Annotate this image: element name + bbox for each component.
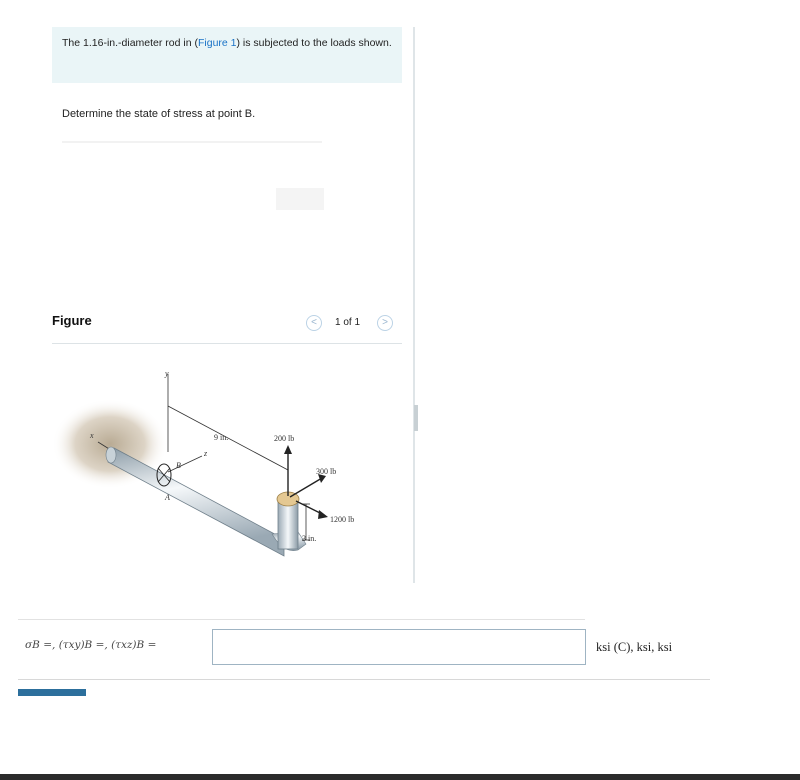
label-x: x (90, 431, 94, 440)
problem-text-end: ) is subjected to the loads shown. (236, 37, 392, 49)
label-z: z (204, 449, 208, 458)
panel-scrollbar[interactable] (414, 405, 418, 431)
label-300lb: 300 lb (316, 467, 337, 476)
faint-placeholder (276, 188, 324, 210)
answer-bottom-divider (18, 679, 710, 680)
answer-units: ksi (C), ksi, ksi (596, 640, 673, 654)
load-1200-arrowhead (318, 510, 328, 519)
rod-end-cap (106, 447, 116, 463)
chevron-right-icon: > (382, 317, 388, 328)
answer-top-divider (18, 619, 585, 620)
label-y: y (165, 369, 169, 378)
problem-text-start: The 1.16-in.-diameter rod in ( (62, 37, 198, 49)
load-300-arrow (290, 478, 322, 497)
label-200lb: 200 lb (274, 434, 295, 443)
chevron-left-icon: < (311, 317, 317, 328)
rod-figure (52, 344, 402, 580)
prev-figure-button[interactable] (306, 315, 322, 331)
panel-divider (413, 27, 415, 583)
question-text: Determine the state of stress at point B. (62, 108, 256, 120)
pager-label: 1 of 1 (335, 317, 361, 328)
label-3in: 3 in. (302, 534, 317, 543)
next-figure-button[interactable] (377, 315, 393, 331)
problem-statement (52, 27, 402, 83)
faint-divider (62, 141, 322, 143)
answer-label: σB =, (τxy)B =, (τxz)B = (25, 639, 157, 651)
label-B: B (176, 461, 181, 470)
figure-link[interactable]: Figure 1 (197, 37, 237, 49)
rod-horizontal (108, 448, 284, 556)
load-200-arrowhead (284, 445, 292, 454)
submit-button[interactable] (18, 689, 86, 696)
z-axis-line (168, 456, 202, 472)
label-A: A (165, 493, 170, 502)
page-bottom-border (0, 774, 800, 780)
figure-title: Figure (52, 313, 92, 328)
answer-input[interactable] (212, 629, 586, 665)
label-1200lb: 1200 lb (330, 515, 355, 524)
label-9in: 9 in. (214, 433, 229, 442)
rod-vertical (278, 499, 298, 549)
